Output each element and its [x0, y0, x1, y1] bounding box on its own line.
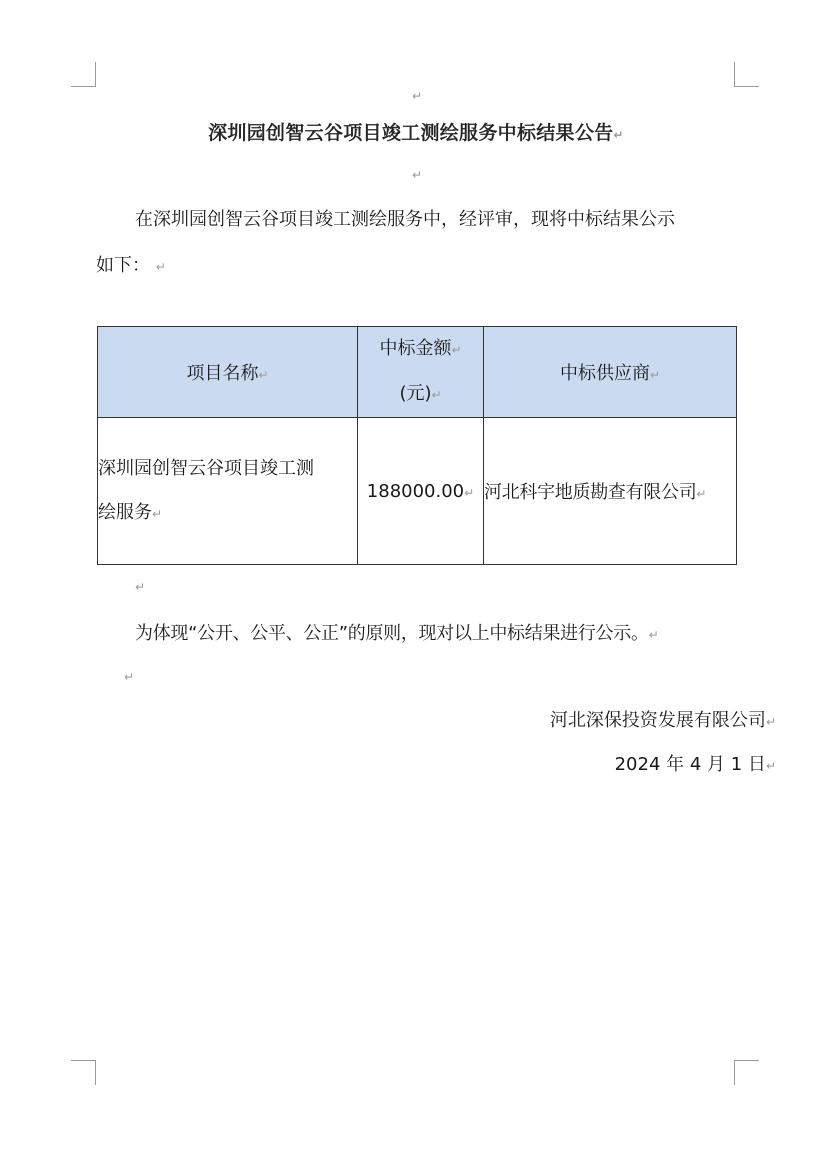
signature-date-text: 2024 年 4 月 1 日 [614, 754, 766, 775]
paragraph-mark: ↵ [451, 343, 462, 357]
page-title [96, 118, 736, 145]
header-amount [358, 327, 484, 418]
cell-project-name [98, 418, 358, 565]
project-name-line1: 深圳园创智云谷项目竣工测 [98, 457, 314, 479]
paragraph-mark: ↵ [135, 580, 146, 594]
signature-date [615, 750, 776, 776]
amount-value: 188000.00 [366, 480, 465, 502]
header-amount-line2-text: (元) [399, 383, 432, 404]
header-project-name-text: 项目名称 [186, 363, 259, 384]
closing-text: 为体现“公开、公平、公正”的原则，现对以上中标结果进行公示。 [135, 623, 649, 644]
intro-paragraph-line1: 在深圳园创智云谷项目竣工测绘服务中，经评审，现将中标结果公示 [135, 209, 675, 230]
table-header-row [98, 327, 737, 418]
cell-mark: ↵ [696, 487, 707, 501]
project-name-line2-text: 绘服务 [98, 501, 152, 523]
paragraph-mark: ↵ [155, 260, 166, 274]
project-name-line2 [98, 491, 357, 536]
crop-mark-bottom-left [71, 1060, 96, 1085]
cell-mark: ↵ [258, 368, 269, 382]
cell-amount [358, 418, 484, 565]
supplier-value: 河北科宇地质勘查有限公司 [484, 482, 697, 503]
crop-mark-top-right [734, 62, 759, 87]
cell-mark: ↵ [649, 368, 661, 382]
result-table [97, 326, 737, 565]
header-project-name [98, 327, 358, 418]
crop-mark-top-left [71, 62, 96, 87]
paragraph-mark: ↵ [412, 89, 423, 103]
paragraph-mark: ↵ [765, 759, 776, 773]
paragraph-mark: ↵ [613, 128, 624, 142]
header-supplier-text: 中标供应商 [559, 363, 650, 384]
crop-mark-bottom-right [734, 1060, 759, 1085]
table-row [98, 418, 737, 565]
paragraph-mark: ↵ [124, 670, 135, 684]
title-text: 深圳园创智云谷项目竣工测绘服务中标结果公告 [208, 122, 614, 144]
intro-paragraph-line2 [96, 243, 166, 290]
header-amount-line1-text: 中标金额 [379, 338, 452, 359]
header-amount-line2 [358, 372, 483, 417]
header-amount-line1 [358, 327, 483, 372]
signature-company [550, 706, 776, 732]
signature-company-text: 河北深保投资发展有限公司 [549, 710, 766, 731]
cell-supplier [484, 418, 737, 565]
cell-mark: ↵ [152, 506, 163, 521]
intro-line2-text: 如下： [96, 255, 150, 276]
closing-paragraph [135, 611, 658, 658]
paragraph-mark: ↵ [648, 628, 659, 642]
cell-mark: ↵ [464, 485, 475, 500]
paragraph-mark: ↵ [765, 715, 776, 729]
cell-mark: ↵ [431, 388, 442, 402]
paragraph-mark: ↵ [412, 168, 423, 182]
header-supplier [484, 327, 737, 418]
